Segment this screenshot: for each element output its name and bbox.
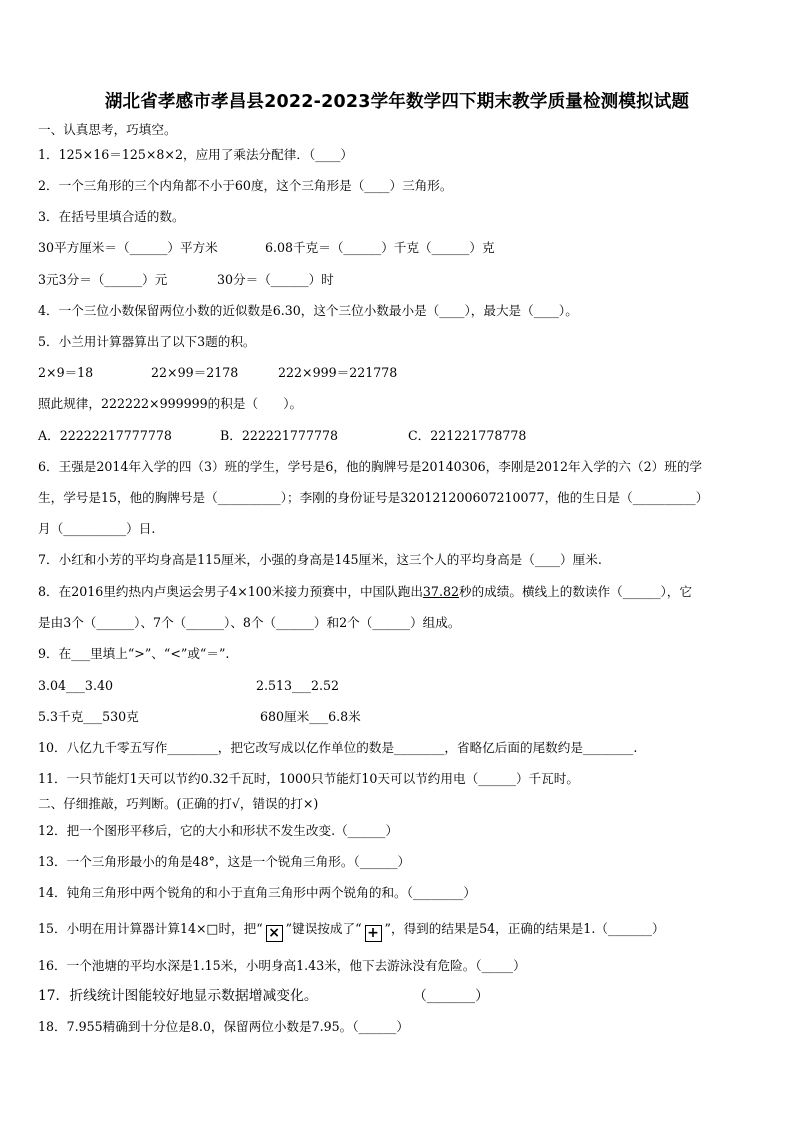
- page-title: 湖北省孝感市孝昌县2022-2023学年数学四下期末教学质量检测模拟试题: [104, 92, 690, 112]
- example-2: 22×99＝2178: [151, 365, 239, 380]
- question-9: 9．在___里填上“>”、“<”或“＝”.: [38, 646, 230, 661]
- question-7: 7．小红和小芳的平均身高是115厘米，小强的身高是145厘米，这三个人的平均身高是（____）厘米.: [38, 552, 602, 567]
- question-8-underlined-number: 37.82: [422, 584, 459, 599]
- question-15: [38, 921, 665, 942]
- question-17-text: 17．折线统计图能较好地显示数据增减变化。: [38, 988, 318, 1004]
- question-6-line-1: 6．王强是2014年入学的四（3）班的学生，学号是6，他的胸牌号是20140306，李刚是2012年入学的六（2）班的学: [38, 459, 703, 474]
- section-2-heading: 二、仔细推敲，巧判断。(正确的打√，错误的打×): [38, 796, 319, 811]
- question-4: 4．一个三位小数保留两位小数的近似数是6.30，这个三位小数最小是（____），最大是（____）。: [38, 303, 578, 318]
- question-15-text-pre: 15．小明在用计算器计算14×□时，把“: [38, 921, 263, 936]
- question-18: 18．7.955精确到十分位是8.0，保留两位小数是7.95。（______）: [38, 1019, 409, 1034]
- question-6-line-2: 生，学号是15，他的胸牌号是（__________）；李刚的身份证号是320121200607210077，他的生日是（__________）: [38, 490, 709, 505]
- multiply-key-icon: ×: [266, 925, 283, 942]
- question-9d: 680厘米___6.8米: [260, 709, 361, 724]
- option-a: A．22222217777778: [38, 428, 172, 443]
- question-16: 16．一个池塘的平均水深是1.15米，小明身高1.43米，他下去游泳没有危险。（_____）: [38, 958, 526, 973]
- question-1: 1．125×16＝125×8×2，应用了乘法分配律．（____）: [38, 147, 353, 162]
- question-5: 5．小兰用计算器算出了以下3题的积。: [38, 334, 256, 349]
- option-b: B．222221777778: [220, 428, 338, 443]
- question-15-text-post: ”，得到的结果是54，正确的结果是1.（_______）: [384, 921, 665, 936]
- question-3d: 30分＝（______）时: [217, 272, 334, 287]
- question-9b: 2.513___2.52: [256, 678, 339, 693]
- plus-key-icon: +: [365, 925, 382, 942]
- question-6-line-3: 月（__________）日.: [38, 521, 156, 536]
- question-8-text-pre: 8．在2016里约热内卢奥运会男子4×100米接力预赛中，中国队跑出: [38, 584, 423, 599]
- question-17-blank: （_______）: [413, 988, 489, 1004]
- question-14: 14．钝角三角形中两个锐角的和小于直角三角形中两个锐角的和。（________）: [38, 885, 476, 900]
- question-3a: 30平方厘米＝（______）平方米: [38, 240, 218, 255]
- example-1: 2×9＝18: [38, 365, 94, 380]
- question-12: 12．把一个图形平移后，它的大小和形状不发生改变.（______）: [38, 823, 399, 838]
- question-15-text-mid: ”键误按成了“: [285, 921, 362, 936]
- option-c: C．221221778778: [408, 428, 527, 443]
- question-9a: 3.04___3.40: [38, 678, 113, 693]
- example-3: 222×999＝221778: [278, 365, 398, 380]
- question-11: 11．一只节能灯1天可以节约0.32千瓦时，1000只节能灯10天可以节约用电（______）千瓦时。: [38, 771, 579, 786]
- question-3c: 3元3分＝（______）元: [38, 272, 168, 287]
- question-3b: 6.08千克＝（______）千克（______）克: [265, 240, 495, 255]
- question-2: 2．一个三角形的三个内角都不小于60度，这个三角形是（____）三角形。: [38, 178, 453, 193]
- question-3: 3．在括号里填合适的数。: [38, 209, 185, 224]
- question-8-line-2: 是由3个（______）、7个（______）、8个（______）和2个（______）组成。: [38, 615, 461, 630]
- question-9c: 5.3千克___530克: [38, 709, 139, 724]
- section-1-heading: 一、认真思考，巧填空。: [38, 122, 177, 137]
- question-10: 10．八亿九千零五写作________，把它改写成以亿作单位的数是________，省略亿后面的尾数约是________.: [38, 740, 638, 755]
- question-13: 13．一个三角形最小的角是48°，这是一个锐角三角形。（______）: [38, 854, 411, 869]
- question-8-line-1: [38, 584, 692, 600]
- question-8-text-post: 秒的成绩。横线上的数读作（______），它: [458, 584, 692, 599]
- question-5-prompt: 照此规律，222222×999999的积是（ ）。: [38, 396, 303, 411]
